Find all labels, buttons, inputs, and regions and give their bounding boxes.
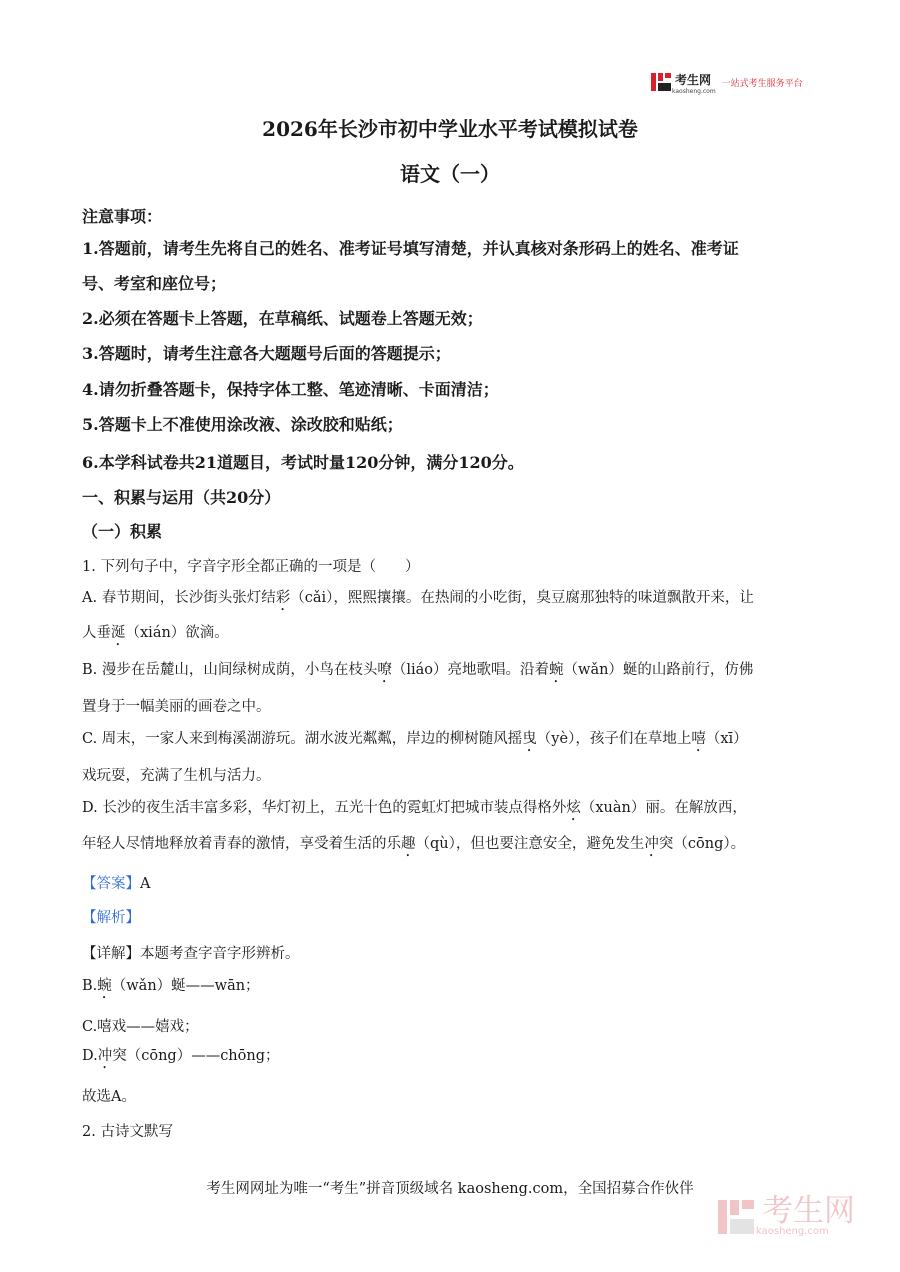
emphasized-char: 冲 <box>97 1048 113 1064</box>
q1-option-b-line1 <box>82 658 753 686</box>
q2-stem: 2. 古诗文默写 <box>82 1124 173 1140</box>
brand-logo <box>650 70 803 94</box>
text: 突（cōng）——chōng； <box>112 1048 280 1064</box>
watermark-text-block <box>756 1193 855 1237</box>
watermark-text: 考生网 <box>762 1193 855 1229</box>
kaosheng-logo-icon <box>650 71 672 93</box>
text: A. 春节期间，长沙街头张灯结 <box>82 590 276 606</box>
analysis-label: 【解析】 <box>82 910 140 926</box>
detail-d <box>82 1044 280 1072</box>
q1-option-c-line1 <box>82 727 748 755</box>
brand-slogan: 一站式考生服务平台 <box>721 78 803 89</box>
answer-label: 【答案】 <box>82 876 140 892</box>
emphasized-char: 蜿 <box>549 662 564 678</box>
text: （qù），但也要注意安全，避免发生 <box>415 836 645 852</box>
detail-label: 【详解】 <box>82 946 140 962</box>
notice-item-4: 4.请勿折叠答题卡，保持字体工整、笔迹清晰、卡面清洁； <box>82 380 499 399</box>
kaosheng-watermark-icon <box>716 1197 756 1237</box>
notice-item-2: 2.必须在答题卡上答题，在草稿纸、试题卷上答题无效； <box>82 309 483 328</box>
text: （xuàn）丽。在解放西， <box>580 800 747 816</box>
text: （cǎi），熙熙攘攘。在热闹的小吃街，臭豆腐那独特的味道飘散开来，让 <box>290 590 754 606</box>
brand-text <box>672 69 716 96</box>
q1-option-a-line1 <box>82 586 754 614</box>
emphasized-char: 曳 <box>522 731 537 747</box>
q1-option-b-line2: 置身于一幅美丽的画卷之中。 <box>82 699 271 715</box>
q1-option-d-line1 <box>82 796 747 824</box>
text: （xián）欲滴。 <box>125 625 229 641</box>
text: D. <box>82 1048 98 1064</box>
text: （yè），孩子们在草地上 <box>536 731 692 747</box>
emphasized-char: 嘹 <box>377 662 392 678</box>
q1-option-c-line2: 戏玩耍，充满了生机与活力。 <box>82 768 271 784</box>
notice-item-1a: 1.答题前，请考生先将自己的姓名、准考证号填写清楚，并认真核对条形码上的姓名、准考证 <box>82 239 739 258</box>
answer-line <box>82 872 150 893</box>
exam-title: 2026年长沙市初中学业水平考试模拟试卷 <box>262 117 638 141</box>
answer-value: A <box>140 876 151 892</box>
notice-heading: 注意事项： <box>82 207 163 226</box>
text: （wǎn）蜒的山路前行，仿佛 <box>563 662 754 678</box>
notice-item-5: 5.答题卡上不准使用涂改液、涂改胶和贴纸； <box>82 415 403 434</box>
subsection-heading: （一）积累 <box>82 522 163 541</box>
text: B. <box>82 978 98 994</box>
text: 突（cōng）。 <box>658 836 746 852</box>
section-heading: 一、积累与运用（共20分） <box>82 488 281 507</box>
text: 年轻人尽情地释放着青春的激情，享受着生活的乐 <box>82 836 401 852</box>
emphasized-char: 炫 <box>566 800 581 816</box>
detail-b <box>82 974 260 1002</box>
q1-option-a-line2 <box>82 621 229 649</box>
text: （xī） <box>705 731 748 747</box>
text: D. 长沙的夜生活丰富多彩，华灯初上，五光十色的霓虹灯把城市装点得格外 <box>82 800 567 816</box>
brand-name: 考生网 <box>675 72 712 87</box>
text: 人垂 <box>82 625 111 641</box>
footer-text: 考生网网址为唯一“考生”拼音顶级域名 kaosheng.com，全国招募合作伙伴 <box>206 1181 694 1197</box>
emphasized-char: 趣 <box>401 836 416 852</box>
emphasized-char: 嘻 <box>691 731 706 747</box>
q1-stem: 1. 下列句子中，字音字形全都正确的一项是（ ） <box>82 559 420 575</box>
exam-subtitle: 语文（一） <box>400 162 500 186</box>
watermark <box>716 1193 855 1237</box>
detail-line <box>82 942 300 963</box>
detail-conclusion: 故选A。 <box>82 1089 136 1105</box>
emphasized-char: 蜿 <box>97 978 112 994</box>
text: C. 周末，一家人来到梅溪湖游玩。湖水波光粼粼，岸边的柳树随风摇 <box>82 731 523 747</box>
text: B. 漫步在岳麓山，山间绿树成荫，小鸟在枝头 <box>82 662 378 678</box>
q1-option-d-line2 <box>82 832 745 860</box>
notice-item-6: 6.本学科试卷共21道题目，考试时量120分钟，满分120分。 <box>82 453 524 472</box>
notice-item-3: 3.答题时，请考生注意各大题题号后面的答题提示； <box>82 344 451 363</box>
notice-item-1b: 号、考室和座位号； <box>82 274 227 293</box>
brand-domain: kaosheng.com <box>672 87 716 95</box>
detail-text: 本题考查字音字形辨析。 <box>140 946 300 962</box>
text: （wǎn）蜒——wān； <box>111 978 260 994</box>
emphasized-char: 彩 <box>275 590 291 606</box>
detail-c: C.嘻戏——嬉戏； <box>82 1019 199 1035</box>
emphasized-char: 冲 <box>644 836 659 852</box>
watermark-domain: kaosheng.com <box>756 1226 829 1237</box>
text: （liáo）亮地歌唱。沿着 <box>391 662 550 678</box>
emphasized-char: 涎 <box>111 625 126 641</box>
